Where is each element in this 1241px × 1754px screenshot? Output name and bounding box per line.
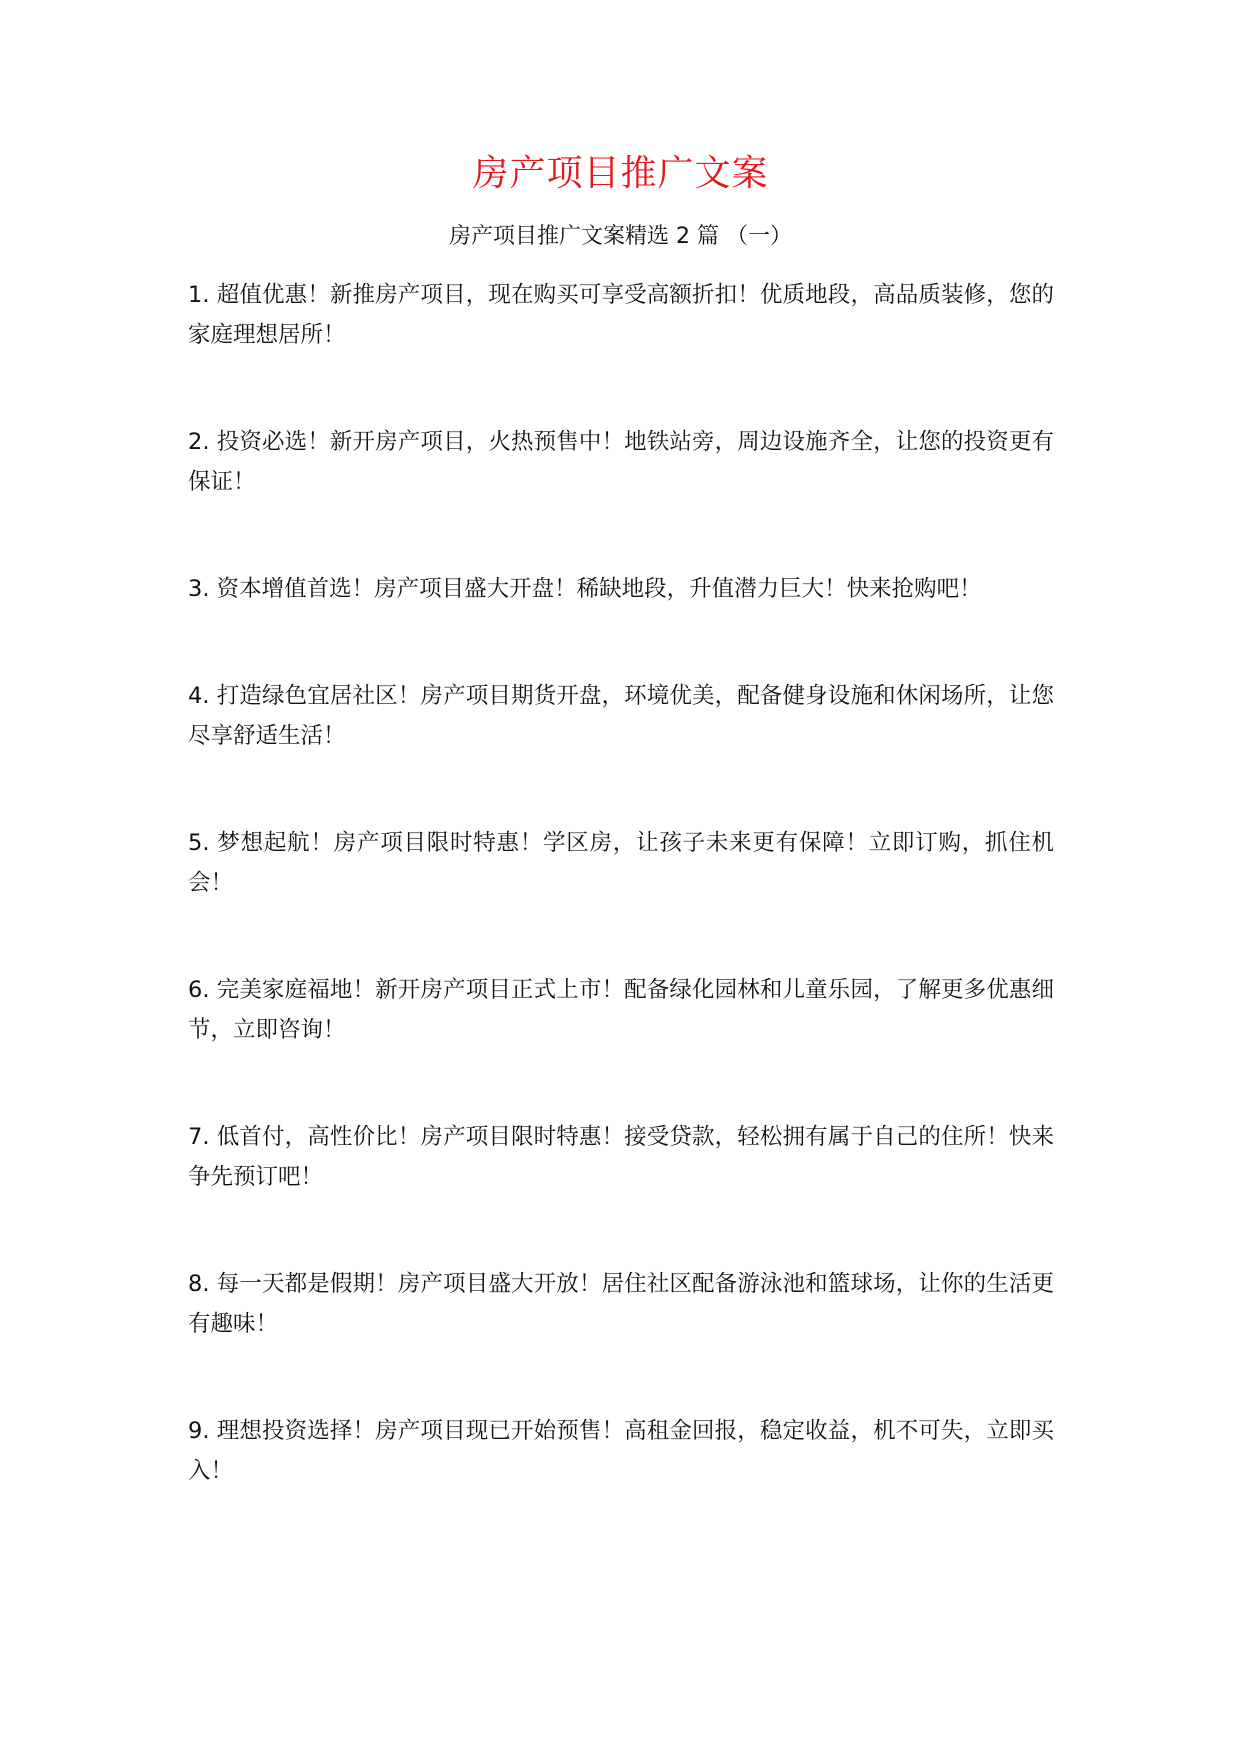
document-title: 房产项目推广文案 bbox=[472, 153, 769, 194]
slogan-item-2: 2. 投资必选！新开房产项目，火热预售中！地铁站旁，周边设施齐全，让您的投资更有保证！ bbox=[188, 429, 1054, 495]
slogan-item-8: 8. 每一天都是假期！房产项目盛大开放！居住社区配备游泳池和篮球场，让你的生活更有趣味！ bbox=[188, 1271, 1054, 1337]
slogan-item-6: 6. 完美家庭福地！新开房产项目正式上市！配备绿化园林和儿童乐园，了解更多优惠细节，立即咨询！ bbox=[188, 977, 1054, 1043]
slogan-list bbox=[188, 275, 1054, 1558]
slogan-item-7: 7. 低首付，高性价比！房产项目限时特惠！接受贷款，轻松拥有属于自己的住所！快来争先预订吧！ bbox=[188, 1124, 1054, 1190]
slogan-item-4: 4. 打造绿色宜居社区！房产项目期货开盘，环境优美，配备健身设施和休闲场所，让您尽享舒适生活！ bbox=[188, 683, 1054, 749]
document-subtitle: 房产项目推广文案精选 2 篇 （一） bbox=[449, 224, 792, 249]
slogan-item-9: 9. 理想投资选择！房产项目现已开始预售！高租金回报，稳定收益，机不可失，立即买入！ bbox=[188, 1418, 1054, 1484]
slogan-item-1: 1. 超值优惠！新推房产项目，现在购买可享受高额折扣！优质地段，高品质装修，您的家庭理想居所！ bbox=[188, 282, 1054, 348]
slogan-item-3: 3. 资本增值首选！房产项目盛大开盘！稀缺地段，升值潜力巨大！快来抢购吧！ bbox=[188, 576, 982, 602]
slogan-item-5: 5. 梦想起航！房产项目限时特惠！学区房，让孩子未来更有保障！立即订购，抓住机会！ bbox=[188, 830, 1054, 896]
